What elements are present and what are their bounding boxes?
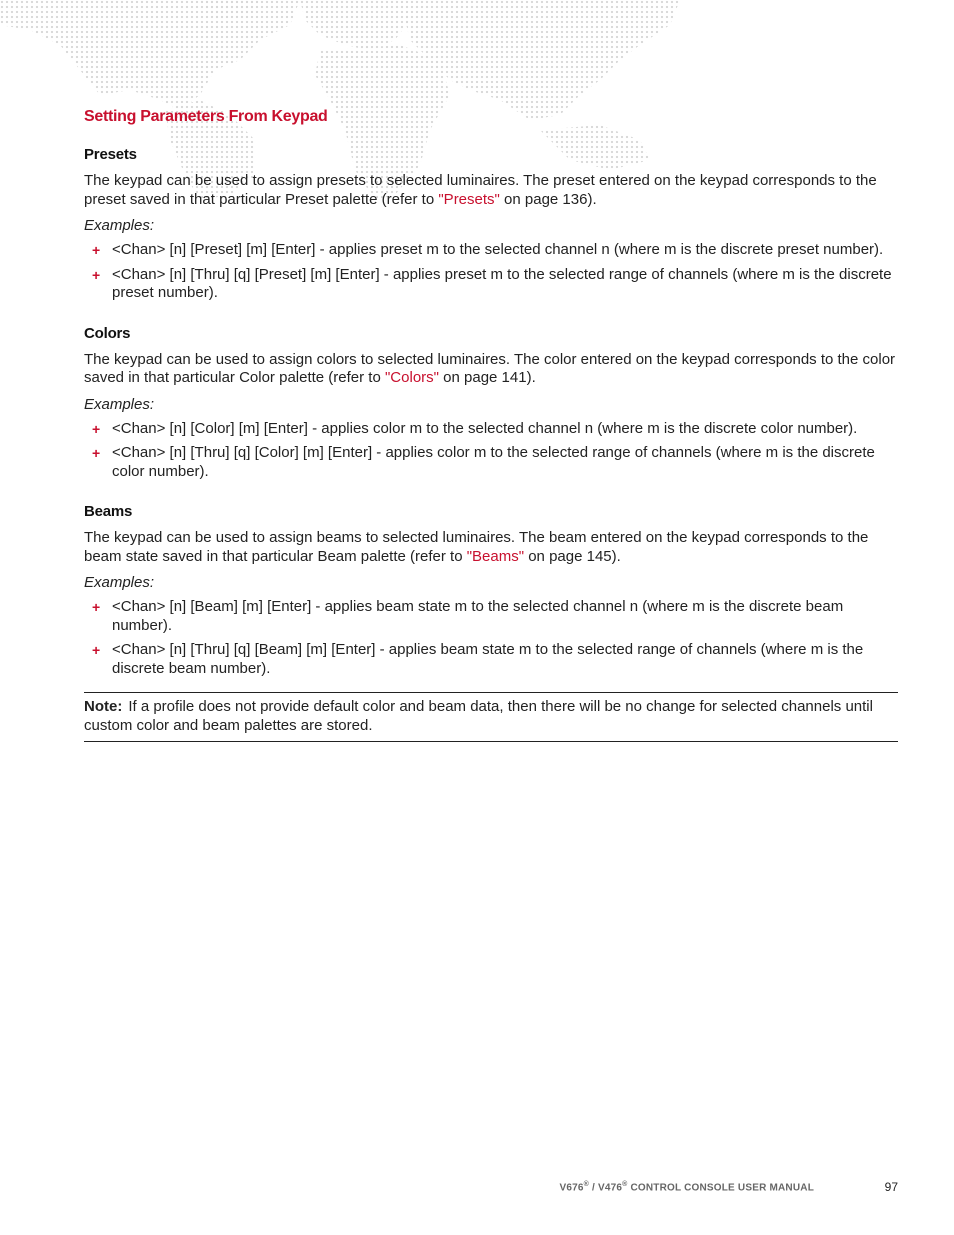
colors-example-list	[84, 420, 898, 482]
list-item: + <Chan> [n] [Color] [m] [Enter] - applies color m to the selected channel n (where m is the discrete color number).	[92, 419, 858, 437]
colors-paragraph: The keypad can be used to assign colors to selected luminaires. The color entered on the keypad corresponds to the color saved in that particular Color palette (refer to "Colors" on page 141).	[84, 350, 896, 386]
list-item: + <Chan> [n] [Thru] [q] [Color] [m] [Enter] - applies color m to the selected range of channels (where m is the discrete color number).	[92, 444, 875, 480]
note-box	[84, 692, 898, 742]
page-number: 97	[884, 1180, 898, 1194]
plus-bullet-icon: +	[92, 445, 101, 461]
plus-bullet-icon: +	[92, 599, 101, 615]
colors-section	[84, 325, 898, 482]
presets-section	[84, 146, 898, 303]
plus-bullet-icon: +	[92, 642, 101, 658]
beams-examples-label: Examples:	[84, 574, 155, 591]
beams-link[interactable]: "Beams"	[466, 547, 525, 565]
list-item: + <Chan> [n] [Thru] [q] [Beam] [m] [Enter] - applies beam state m to the selected range of channels (where m is the discrete beam number).	[92, 641, 864, 677]
manual-title: V676® / V476® CONTROL CONSOLE USER MANUAL	[559, 1181, 814, 1194]
beams-section	[84, 503, 898, 678]
presets-link[interactable]: "Presets"	[438, 190, 500, 208]
beams-heading: Beams	[84, 503, 133, 520]
section-title: Setting Parameters From Keypad	[84, 108, 328, 125]
plus-bullet-icon: +	[92, 420, 101, 437]
colors-link[interactable]: "Colors"	[384, 369, 439, 386]
plus-bullet-icon: +	[92, 266, 101, 283]
list-item: + <Chan> [n] [Thru] [q] [Preset] [m] [Enter] - applies preset m to the selected range of channels (where m is the discrete preset number).	[92, 265, 892, 301]
beams-paragraph: The keypad can be used to assign beams to selected luminaires. The beam entered on the keypad corresponds to the beam state saved in that particular Beam palette (refer to "Beams" on page 145).	[84, 529, 869, 565]
main-content	[84, 106, 898, 742]
presets-example-list	[84, 241, 898, 303]
presets-examples-label: Examples:	[84, 217, 155, 234]
presets-paragraph: The keypad can be used to assign presets to selected luminaires. The preset entered on the keypad corresponds to the preset saved in that particular Preset palette (refer to "Presets" on page 136).	[84, 172, 877, 208]
list-item: + <Chan> [n] [Preset] [m] [Enter] - applies preset m to the selected channel n (where m is the discrete preset number).	[92, 241, 884, 258]
page-footer	[0, 1178, 954, 1198]
note-label: Note:	[84, 698, 123, 715]
colors-heading: Colors	[84, 324, 131, 342]
presets-heading: Presets	[84, 146, 137, 163]
list-item: + <Chan> [n] [Beam] [m] [Enter] - applies beam state m to the selected channel n (where m is the discrete beam number).	[92, 598, 844, 634]
plus-bullet-icon: +	[92, 242, 101, 258]
colors-examples-label: Examples:	[84, 395, 155, 413]
note-text: If a profile does not provide default color and beam data, then there will be no change for selected channels until custom color and beam palettes are stored.	[84, 698, 873, 734]
beams-example-list	[84, 598, 898, 678]
